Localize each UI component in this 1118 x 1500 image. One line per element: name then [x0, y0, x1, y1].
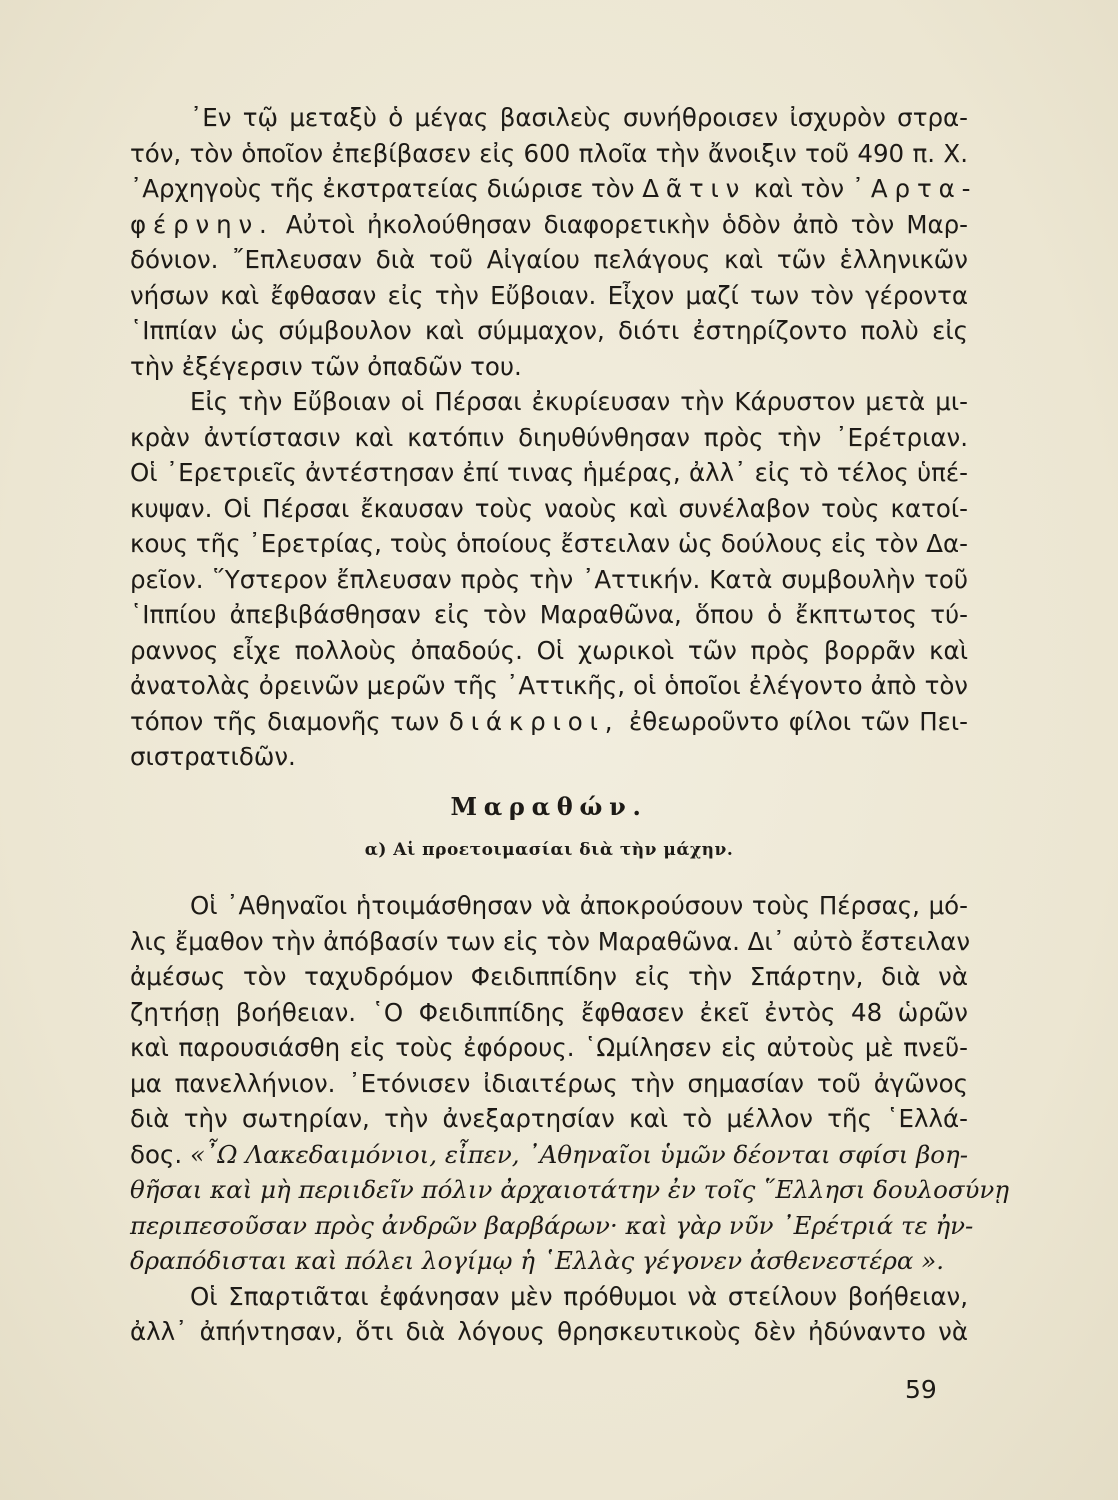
text-line: ἀλλ᾿ ἀπήντησαν, ὅτι διὰ λόγους θρησκευτικοὺς δὲν ἠδύναντο νὰ	[130, 1317, 968, 1346]
text-line: ραννος εἶχε πολλοὺς ὀπαδούς. Οἱ χωρικοὶ τῶν πρὸς βορρᾶν καὶ	[130, 635, 968, 665]
text-line: φέρνην. Αὐτοὶ ἠκολούθησαν διαφορετικὴν ὁδὸν ἀπὸ τὸν Μαρ-	[130, 209, 968, 239]
text-line: διὰ τὴν σωτηρίαν, τὴν ἀνεξαρτησίαν καὶ τὸ μέλλον τῆς ῾Ελλά-	[130, 1104, 968, 1133]
page-number: 59	[905, 1375, 937, 1404]
text-line: ῾Ιππίαν ὡς σύμβουλον καὶ σύμμαχον, διότι ἐστηρίζοντο πολὺ εἰς	[130, 316, 968, 345]
paragraph-3	[130, 888, 1010, 1350]
text-line: Οἱ ᾿Αθηναῖοι ἡτοιμάσθησαν νὰ ἀποκρούσουν τοὺς Πέρσας, μό-	[190, 891, 968, 920]
text-line: ᾿Εν τῷ μεταξὺ ὁ μέγας βασιλεὺς συνήθροισεν ἰσχυρὸν στρα-	[190, 103, 968, 132]
text-line: καὶ παρουσιάσθη εἰς τοὺς ἐφόρους. ῾Ωμίλησεν εἰς αὐτοὺς μὲ πνεῦ-	[130, 1033, 968, 1062]
paragraph-1	[130, 100, 978, 775]
text-line: Οἱ ᾿Ερετριεῖς ἀντέστησαν ἐπί τινας ἡμέρας, ἀλλ᾿ εἰς τὸ τέλος ὑπέ-	[130, 458, 968, 487]
text-line: τὴν ἐξέγερσιν τῶν ὀπαδῶν του.	[130, 351, 522, 381]
text-line: νήσων καὶ ἔφθασαν εἰς τὴν Εὔβοιαν. Εἶχον μαζί των τὸν γέροντα	[130, 280, 968, 310]
text-line: δος. «῏Ω Λακεδαιμόνιοι, εἶπεν, ᾿Αθηναῖοι ὑμῶν δέονται σφίσι βοη-	[130, 1139, 968, 1169]
text-line: ἀμέσως τὸν ταχυδρόμον Φειδιππίδην εἰς τὴν Σπάρτην, διὰ νὰ	[130, 962, 968, 991]
text-line: ρεῖον. ῞Υστερον ἔπλευσαν πρὸς τὴν ᾿Αττικήν. Κατὰ συμβουλὴν τοῦ	[130, 564, 968, 594]
text-line: δραπόδισται καὶ πόλει λογίμῳ ἡ ῾Ελλὰς γέγονεν ἀσθενεστέρα ».	[130, 1246, 945, 1275]
text-line: τόπον τῆς διαμονῆς των διάκριοι, ἐθεωροῦντο φίλοι τῶν Πει-	[130, 706, 969, 736]
section-title: Μαραθών.	[450, 792, 648, 821]
text-line: μα πανελλήνιον. ᾿Ετόνισεν ἰδιαιτέρως τὴν σημασίαν τοῦ ἀγῶνος	[130, 1068, 968, 1098]
text-line: λις ἔμαθον τὴν ἀπόβασίν των εἰς τὸν Μαραθῶνα. Δι᾿ αὐτὸ ἔστειλαν	[130, 926, 970, 956]
text-line: Εἰς τὴν Εὔβοιαν οἱ Πέρσαι ἐκυρίευσαν τὴν Κάρυστον μετὰ μι-	[190, 387, 968, 416]
text-line: κυψαν. Οἱ Πέρσαι ἔκαυσαν τοὺς ναοὺς καὶ συνέλαβον τοὺς κατοί-	[130, 493, 968, 523]
text-line: θῆσαι καὶ μὴ περιιδεῖν πόλιν ἀρχαιοτάτην ἐν τοῖς ῞Ελλησι δουλοσύνῃ	[130, 1175, 1010, 1204]
text-line: Οἱ Σπαρτιᾶται ἐφάνησαν μὲν πρόθυμοι νὰ στείλουν βοήθειαν,	[190, 1281, 968, 1311]
text-line: σιστρατιδῶν.	[130, 742, 296, 771]
text-line: κρὰν ἀντίστασιν καὶ κατόπιν διηυθύνθησαν πρὸς τὴν ᾿Ερέτριαν.	[130, 422, 968, 452]
herodotus-quote: «῏Ω Λακεδαιμόνιοι, εἶπεν, ᾿Αθηναῖοι ὑμῶν δέονται σφίσι βοη-	[189, 1139, 968, 1169]
text-line: ῾Ιππίου ἀπεβιβάσθησαν εἰς τὸν Μαραθῶνα, ὅπου ὁ ἔκπτωτος τύ-	[130, 600, 968, 629]
section-subtitle: α) Αἱ προετοιμασίαι διὰ τὴν μάχην.	[364, 840, 734, 860]
text-line: ἀνατολὰς ὀρεινῶν μερῶν τῆς ᾿Αττικῆς, οἱ ὁποῖοι ἐλέγοντο ἀπὸ τὸν	[130, 671, 968, 700]
text-line: ζητήσῃ βοήθειαν. ῾Ο Φειδιππίδης ἔφθασεν ἐκεῖ ἐντὸς 48 ὡρῶν	[130, 997, 968, 1027]
text-line: περιπεσοῦσαν πρὸς ἀνδρῶν βαρβάρων· καὶ γὰρ νῦν ᾿Ερέτριά τε ἠν-	[130, 1210, 974, 1240]
text-line: τόν, τὸν ὁποῖον ἐπεβίβασεν εἰς 600 πλοῖα τὴν ἄνοιξιν τοῦ 490 π. Χ.	[130, 138, 968, 168]
text-line: ᾿Αρχηγοὺς τῆς ἐκστρατείας διώρισε τὸν Δᾶτιν καὶ τὸν ᾿Αρτα-	[130, 174, 978, 203]
text-line: δόνιον. ῎Επλευσαν διὰ τοῦ Αἰγαίου πελάγους καὶ τῶν ἑλληνικῶν	[130, 245, 968, 274]
text-line: κους τῆς ᾿Ερετρίας, τοὺς ὁποίους ἔστειλαν ὡς δούλους εἰς τὸν Δα-	[130, 529, 968, 558]
